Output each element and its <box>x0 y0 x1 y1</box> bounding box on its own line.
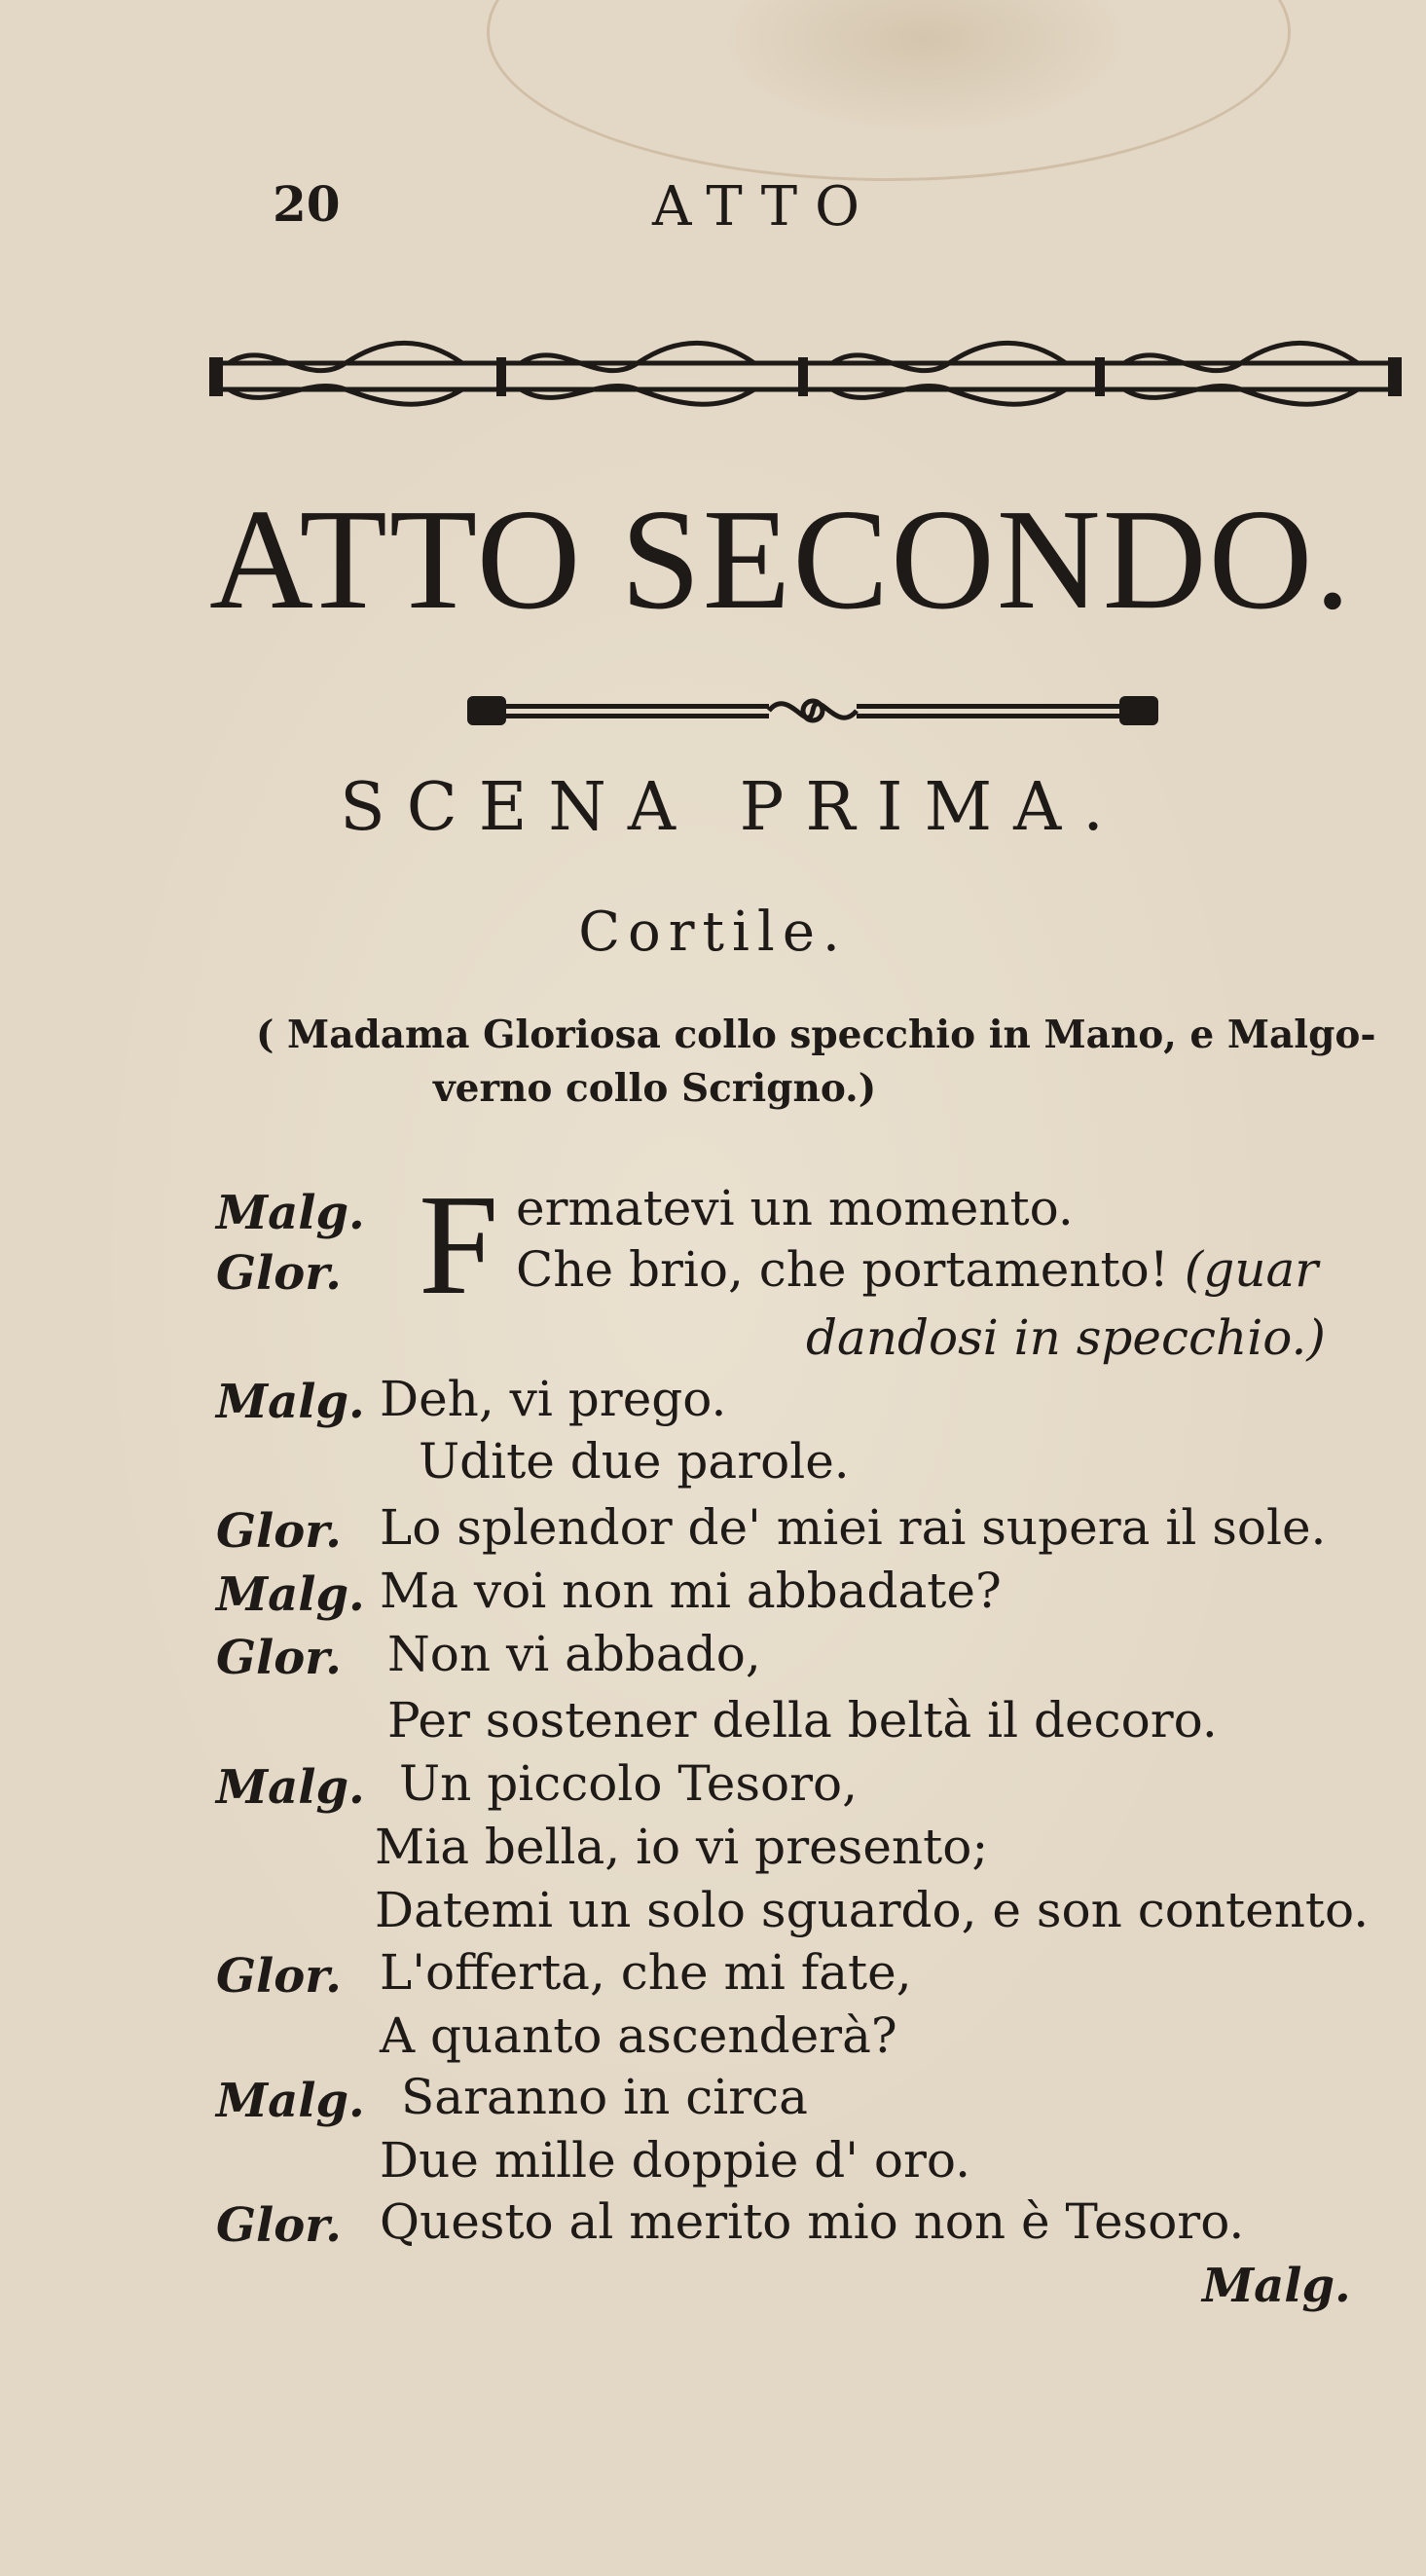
decorative-rule-ornament <box>467 686 1158 735</box>
dialogue-line <box>516 1241 1318 1298</box>
speaker-label: Glor. <box>216 2198 342 2253</box>
speaker-label: Malg. <box>216 1567 365 1622</box>
stage-direction-line-1: ( Madama Gloriosa collo specchio in Mano, e Malgo- <box>256 1012 1376 1057</box>
dialogue-line: ermatevi un momento. <box>516 1180 1074 1236</box>
dialogue-line: Datemi un solo sguardo, e son contento. <box>375 1882 1370 1938</box>
dialogue-line: A quanto ascenderà? <box>380 2007 897 2064</box>
scene-heading: SCENA PRIMA. <box>340 769 1125 846</box>
dialogue-text: Che brio, che portamento! <box>516 1241 1169 1298</box>
stage-direction-continuation: dandosi in specchio.) <box>806 1309 1326 1366</box>
dialogue-line: Lo splendor de' miei rai supera il sole. <box>380 1499 1327 1556</box>
stage-direction-line-2: verno collo Scrigno.) <box>433 1066 877 1111</box>
speaker-label: Glor. <box>216 1631 342 1685</box>
drop-cap: F <box>419 1165 499 1325</box>
scene-setting: Cortile. <box>578 901 848 964</box>
speaker-label: Glor. <box>216 1246 342 1301</box>
page-number: 20 <box>273 175 341 233</box>
dialogue-line: Per sostener della beltà il decoro. <box>387 1692 1218 1748</box>
speaker-label: Malg. <box>216 1375 365 1429</box>
act-title: ATTO SECONDO. <box>209 480 1353 640</box>
stage-direction-inline: (guar <box>1184 1241 1319 1298</box>
dialogue-line: Deh, vi prego. <box>380 1371 727 1427</box>
dialogue-line: Mia bella, io vi presento; <box>375 1819 989 1875</box>
dialogue-line: Non vi abbado, <box>387 1626 761 1682</box>
catchword: Malg. <box>1202 2259 1351 2313</box>
dialogue-line: Due mille doppie d' oro. <box>380 2132 971 2189</box>
dialogue-line: L'offerta, che mi fate, <box>380 1944 912 2001</box>
water-stain <box>487 0 1291 181</box>
dialogue-line: Saranno in circa <box>401 2069 808 2125</box>
speaker-label: Glor. <box>216 1949 342 2004</box>
speaker-label: Malg. <box>216 2074 365 2128</box>
speaker-label: Malg. <box>216 1760 365 1815</box>
speaker-label: Glor. <box>216 1504 342 1559</box>
dialogue-line: Un piccolo Tesoro, <box>399 1755 859 1812</box>
speaker-label: Malg. <box>216 1186 365 1240</box>
dialogue-line: Udite due parole. <box>419 1433 850 1490</box>
dialogue-line: Ma voi non mi abbadate? <box>380 1563 1002 1619</box>
dialogue-line: Questo al merito mio non è Tesoro. <box>380 2193 1245 2250</box>
decorative-vine-border <box>209 336 1402 414</box>
running-head: ATTO <box>652 175 878 239</box>
